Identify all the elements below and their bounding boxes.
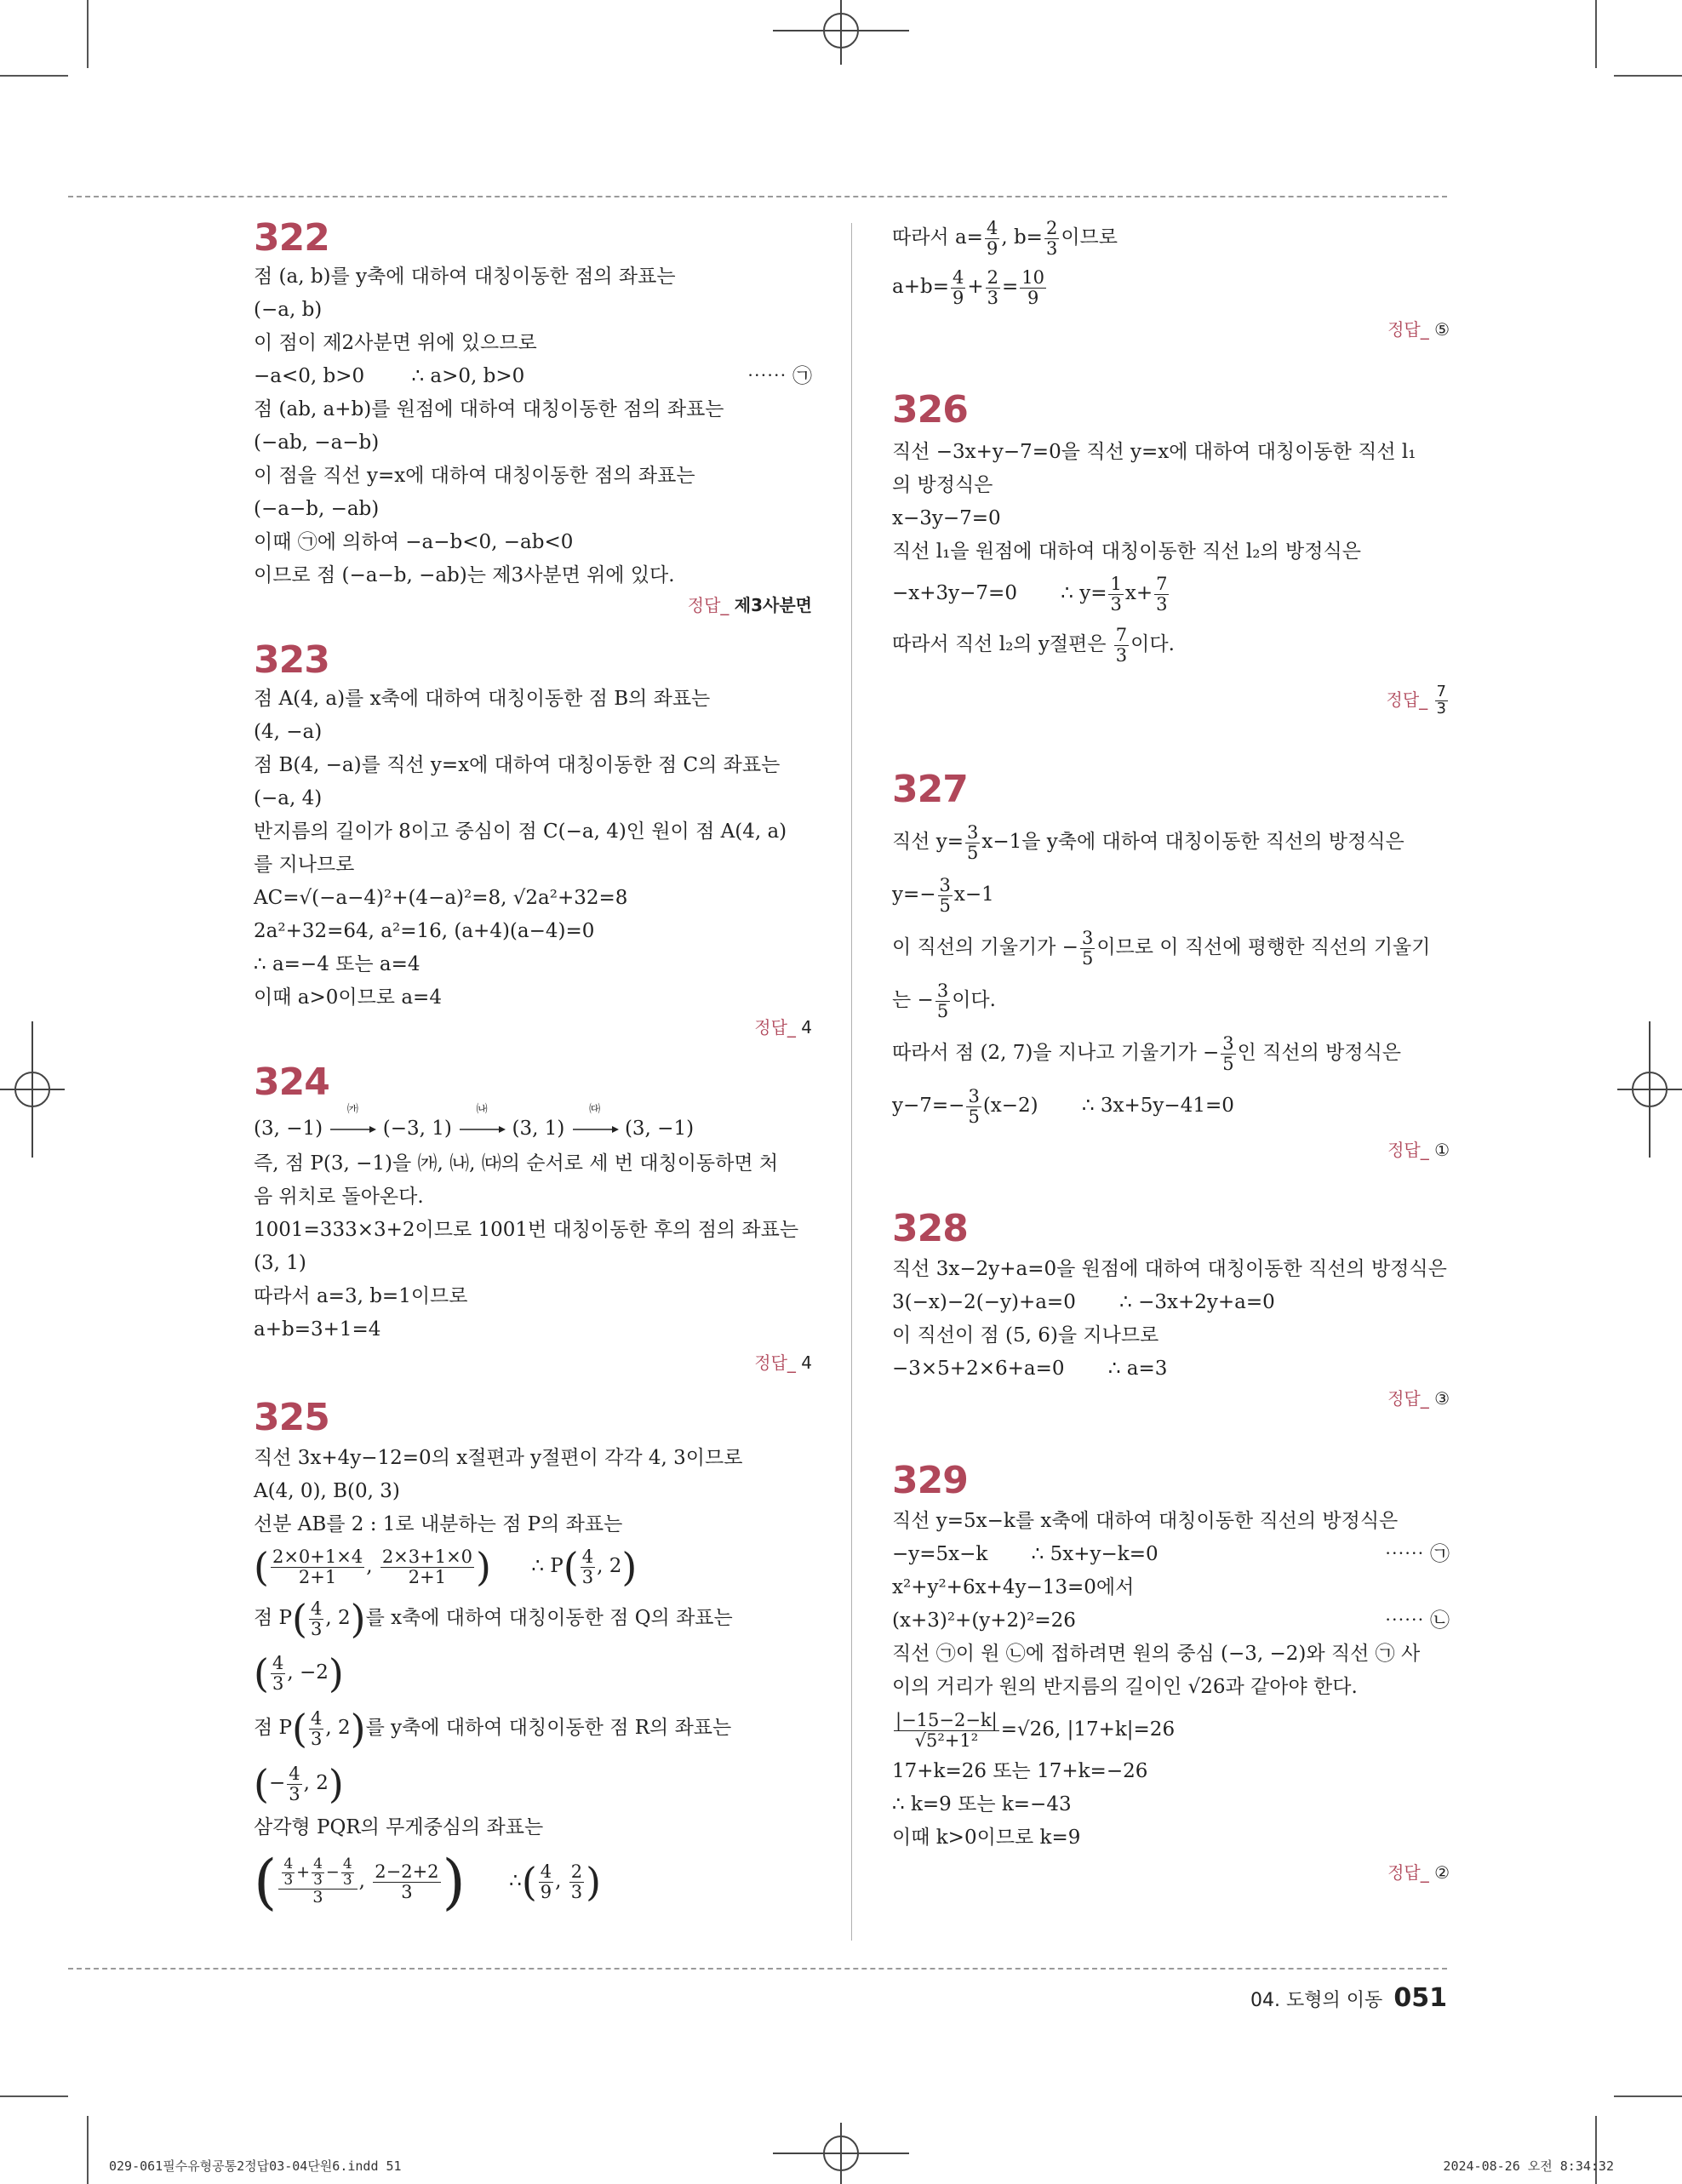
solution-line: 점 (ab, a+b)를 원점에 대하여 대칭이동한 점의 좌표는 <box>254 398 724 420</box>
solution-line: 직선 3x−2y+a=0을 원점에 대하여 대칭이동한 직선의 방정식은 <box>892 1258 1447 1280</box>
frac-top: 4 <box>272 1653 284 1674</box>
formula-line <box>892 1704 1450 1755</box>
arrow-label: ㈐ <box>589 1103 601 1116</box>
text: 3(−x)−2(−y)+a=0 <box>892 1291 1076 1313</box>
solution-line: 직선 ㉠이 원 ㉡에 접하려면 원의 중심 (−3, −2)와 직선 ㉠ 사 <box>892 1643 1421 1665</box>
solution-line: x²+y²+6x+4y−13=0에서 <box>892 1576 1135 1598</box>
therefore: ∴ a=3 <box>1107 1358 1168 1380</box>
formula-line <box>892 974 1450 1026</box>
frac-bottom: 9 <box>986 237 998 259</box>
solution-line: 2a²+32=64, a²=16, (a+4)(a−4)=0 <box>254 920 595 942</box>
column-separator <box>851 223 852 1941</box>
frac-top: 3 <box>936 981 949 1002</box>
solution-line: 직선 3x+4y−12=0의 x절편과 y절편이 각각 4, 3이므로 <box>254 1447 743 1469</box>
text: 따라서 직선 l₂의 y절편은 <box>892 633 1107 655</box>
solution-line: 직선 l₁을 원점에 대하여 대칭이동한 직선 l₂의 방정식은 <box>892 540 1361 563</box>
frac-bottom: 5 <box>967 842 979 863</box>
text: −3×5+2×6+a=0 <box>892 1358 1065 1380</box>
arrow-3 <box>571 1103 619 1147</box>
coord: 2 <box>337 1607 351 1629</box>
text: 따라서 점 (2, 7)을 지나고 기울기가 − <box>892 1042 1220 1064</box>
solution-line: ∴ a=−4 또는 a=4 <box>254 953 420 975</box>
frac-top: 2 <box>570 1861 583 1883</box>
solution-line: 이므로 점 (−a−b, −ab)는 제3사분면 위에 있다. <box>254 564 675 586</box>
left-column <box>254 213 812 1918</box>
frac-bottom: 5 <box>1081 947 1094 969</box>
therefore: ∴ −3x+2y+a=0 <box>1119 1291 1275 1313</box>
problem-number: 324 <box>254 1061 329 1104</box>
solution-line <box>892 1286 1450 1319</box>
text: x+ <box>1124 582 1153 604</box>
text: (x+3)²+(y+2)²=26 <box>892 1609 1076 1632</box>
frac-bottom: 3 <box>272 1672 284 1694</box>
timestamp-slug: 2024-08-26 오전 8:34:32 <box>1443 2158 1614 2174</box>
sign: − <box>268 1772 286 1794</box>
coord: 2 <box>337 1717 351 1739</box>
coord: 2 <box>316 1772 329 1794</box>
formula-line: ( $\frac{2\times 0+1\times 4}{2+1}$ , $\frac{2\times 3+1\times 0}{2+1}$ ) ∴ P( $\frac{4}{3}$ , 2) <box>254 1544 638 1590</box>
chapter-title: 04. 도형의 이동 <box>1250 1990 1383 2011</box>
crop-mark <box>1614 75 1682 77</box>
frac-top: 3 <box>939 875 951 896</box>
text: , b= <box>1001 226 1043 249</box>
solution-line: (3, 1) <box>254 1252 306 1274</box>
answer-value: ② <box>1434 1862 1450 1883</box>
registration-mark-left <box>0 1021 68 1158</box>
frac-bottom: 5 <box>936 1000 949 1021</box>
crop-mark <box>87 2116 89 2184</box>
frac-top: 3 <box>968 1086 980 1107</box>
problem-323 <box>254 638 812 1040</box>
therefore: ∴ y= <box>1061 582 1107 604</box>
formula-line <box>892 618 1450 671</box>
frac-top: 4 <box>581 1547 594 1568</box>
solution-line: (−a, 4) <box>254 787 323 809</box>
page-footer <box>1250 1983 1447 2013</box>
frac-bottom: 5 <box>968 1106 980 1127</box>
frac-bottom: 3 <box>1115 644 1128 666</box>
therefore: ∴ 3x+5y−41=0 <box>1081 1095 1234 1117</box>
frac-bottom: 3 <box>1110 593 1122 615</box>
file-slug: 029-061필수유형공통2정답03-04단원6.indd 51 <box>109 2158 402 2174</box>
problem-number: 322 <box>254 216 329 260</box>
frac-top: 4 <box>986 218 998 239</box>
solution-line: 반지름의 길이가 8이고 중심이 점 C(−a, 4)인 원이 점 A(4, a) <box>254 820 787 843</box>
point: (3, 1) <box>512 1118 565 1140</box>
solution-line <box>892 1538 1450 1571</box>
answer-badge <box>892 1137 1450 1163</box>
answer-label: 정답_ <box>687 595 729 615</box>
frac-top: 4 <box>310 1598 323 1620</box>
solution-line: a+b=3+1=4 <box>254 1318 381 1341</box>
formula-line <box>892 868 1450 921</box>
solution-line: 직선 y=5x−k를 x축에 대하여 대칭이동한 직선의 방정식은 <box>892 1510 1399 1532</box>
frac-top: 2×0+1×4 <box>272 1547 363 1568</box>
therefore: ∴ 5x+y−k=0 <box>1031 1543 1159 1565</box>
crop-mark <box>87 0 89 68</box>
solution-line: 1001=333×3+2이므로 1001번 대칭이동한 후의 점의 좌표는 <box>254 1219 799 1241</box>
formula-line <box>892 1026 1450 1079</box>
registration-mark-right <box>1614 1021 1682 1158</box>
solution-line: 점 B(4, −a)를 직선 y=x에 대하여 대칭이동한 점 C의 좌표는 <box>254 754 781 776</box>
frac-top: 10 <box>1021 267 1045 289</box>
answer-value: ③ <box>1434 1388 1450 1409</box>
solution-line: 이때 a>0이므로 a=4 <box>254 986 442 1009</box>
answer-badge <box>254 592 812 618</box>
top-dashed-rule <box>68 196 1447 197</box>
formula-line <box>892 569 1450 618</box>
problem-328 <box>892 1207 1450 1411</box>
frac-bottom: 3 <box>312 1887 323 1907</box>
formula-line: ( $\frac{4}{3}$ , −2) <box>254 1650 344 1696</box>
answer-value: 4 <box>801 1352 812 1373</box>
answer-value: ⑤ <box>1434 319 1450 340</box>
text: 이다. <box>1130 633 1175 655</box>
solution-line <box>892 1352 1450 1386</box>
registration-mark-top <box>773 0 909 68</box>
solution-line: 이때 ㉠에 의하여 −a−b<0, −ab<0 <box>254 531 574 553</box>
point: (3, −1) <box>254 1118 323 1140</box>
formula-line <box>892 921 1450 974</box>
solution-line: 를 지나므로 <box>254 854 355 876</box>
problem-number: 329 <box>892 1459 968 1502</box>
frac-top: 7 <box>1156 574 1168 595</box>
text: −y=5x−k <box>892 1543 988 1565</box>
text: 따라서 a= <box>892 226 983 249</box>
problem-number: 328 <box>892 1207 968 1250</box>
text: x−1 <box>953 883 994 906</box>
answer-badge <box>892 1386 1450 1411</box>
answer-label: 정답_ <box>754 1352 796 1373</box>
frac-bottom: 9 <box>540 1881 552 1902</box>
frac-top: 2 <box>1045 218 1058 239</box>
formula-line <box>892 1079 1450 1132</box>
crop-mark <box>1614 2095 1682 2097</box>
frac-top: 2−2+2 <box>375 1861 439 1883</box>
point-label: 점 P <box>254 1607 293 1629</box>
answer-badge <box>254 1015 812 1040</box>
answer-badge <box>254 1350 812 1375</box>
solution-line: 17+k=26 또는 17+k=−26 <box>892 1760 1148 1782</box>
answer-value: ① <box>1434 1140 1450 1160</box>
solution-line: (−ab, −a−b) <box>254 432 380 454</box>
point-label: 점 P <box>254 1717 293 1739</box>
frac-bottom: √5²+1² <box>914 1729 979 1751</box>
formula-line: 점 P( $\frac{4}{3}$ , 2)를 x축에 대하여 대칭이동한 점 Q의 좌표는 <box>254 1596 733 1642</box>
solution-line: 음 위치로 돌아온다. <box>254 1186 424 1208</box>
problem-325-continued <box>892 213 1450 342</box>
text: 이므로 이 직선에 평행한 직선의 기울기 <box>1096 936 1431 958</box>
solution-line: 이 직선이 점 (5, 6)을 지나므로 <box>892 1324 1159 1346</box>
solution-line: 즉, 점 P(3, −1)을 ㈎, ㈏, ㈐의 순서로 세 번 대칭이동하면 처 <box>254 1152 779 1175</box>
frac-top: 2 <box>987 267 999 289</box>
solution-line: 이의 거리가 원의 반지름의 길이인 √26과 같아야 한다. <box>892 1676 1358 1698</box>
text: 인 직선의 방정식은 <box>1237 1042 1402 1064</box>
text: 를 y축에 대하여 대칭이동한 점 R의 좌표는 <box>365 1717 732 1739</box>
solution-line <box>892 1604 1450 1638</box>
coord: −2 <box>299 1661 329 1684</box>
solution-line: 점 A(4, a)를 x축에 대하여 대칭이동한 점 B의 좌표는 <box>254 688 711 710</box>
problem-325 <box>254 1396 812 1918</box>
solution-line: (4, −a) <box>254 721 323 743</box>
frac-bottom: 9 <box>1027 287 1039 308</box>
bottom-dashed-rule <box>68 1968 1447 1970</box>
text: 이므로 <box>1061 226 1118 249</box>
frac-top: 3 <box>1081 928 1094 949</box>
frac-top: |−15−2−k| <box>895 1710 998 1731</box>
frac-bottom: 5 <box>1222 1053 1234 1074</box>
arrow-label: ㈎ <box>346 1103 358 1116</box>
solution-line <box>254 360 812 393</box>
frac-bottom: 3 <box>289 1783 300 1804</box>
inequality: −a<0, b>0 <box>254 365 365 387</box>
point: (3, −1) <box>624 1118 695 1140</box>
text: 이다. <box>952 989 996 1011</box>
text: −x+3y−7=0 <box>892 582 1017 604</box>
crop-mark <box>1595 0 1597 68</box>
answer-value: 제3사분면 <box>734 595 812 615</box>
text: 는 − <box>892 989 934 1011</box>
problem-327 <box>892 768 1450 1163</box>
solution-line: 점 (a, b)를 y축에 대하여 대칭이동한 점의 좌표는 <box>254 266 676 288</box>
frac-bottom: 3 <box>1436 700 1446 718</box>
frac-top: 7 <box>1115 625 1128 646</box>
text: x−1을 y축에 대하여 대칭이동한 직선의 방정식은 <box>981 831 1405 853</box>
frac-top: 3 <box>967 822 979 843</box>
problem-322 <box>254 216 812 618</box>
formula-line <box>892 815 1450 868</box>
text: 를 x축에 대하여 대칭이동한 점 Q의 좌표는 <box>365 1607 733 1629</box>
answer-value: 4 <box>801 1017 812 1038</box>
page-number: 051 <box>1393 1983 1447 2013</box>
coord: 2 <box>609 1555 622 1577</box>
frac-top: 3 <box>1222 1033 1234 1055</box>
answer-label: 정답_ <box>1387 319 1429 340</box>
registration-mark-bottom <box>773 2119 909 2184</box>
solution-line: 직선 −3x+y−7=0을 직선 y=x에 대하여 대칭이동한 직선 l₁ <box>892 441 1416 463</box>
frac-top: 1 <box>1110 574 1122 595</box>
arrow-label: ㈏ <box>476 1103 488 1116</box>
text: a+b= <box>892 276 949 298</box>
solution-line: 삼각형 PQR의 무게중심의 좌표는 <box>254 1816 544 1838</box>
answer-label: 정답_ <box>754 1017 796 1038</box>
crop-mark <box>0 2095 68 2097</box>
equation-tag: ⋯⋯ ㉡ <box>1384 1609 1450 1632</box>
formula-line: ( $\frac{4}{3}$ + $\frac{4}{3}$ − $\frac{4}{3}$ 3 , $\frac{2-2+2}{3}$ ) ∴( $\frac{4}{9}$ , $\frac{2}{3}$ ) <box>254 1847 602 1917</box>
formula-line <box>892 213 1450 262</box>
solution-line: 선분 AB를 2 : 1로 내분하는 점 P의 좌표는 <box>254 1513 623 1535</box>
crop-mark <box>0 75 68 77</box>
right-column <box>892 213 1450 1885</box>
formula-line: a+b= $\frac{4}{9}$ + $\frac{2}{3}$ = $\frac{10}{9}$ <box>892 267 1045 308</box>
solution-line: AC=√(−a−4)²+(4−a)²=8, √2a²+32=8 <box>254 887 628 909</box>
solution-line: ∴ k=9 또는 k=−43 <box>892 1793 1072 1815</box>
equation-tag: ⋯⋯ ㉠ <box>747 365 812 387</box>
solution-line: A(4, 0), B(0, 3) <box>254 1480 400 1502</box>
frac-top: 4 <box>952 267 964 289</box>
solution-line: (−a−b, −ab) <box>254 498 380 520</box>
frac-bottom: 5 <box>939 895 951 916</box>
frac-top: 2×3+1×0 <box>381 1547 473 1568</box>
formula-line: (− $\frac{4}{3}$ , 2) <box>254 1761 344 1807</box>
frac-bottom: 3 <box>570 1881 583 1902</box>
text: 이 직선의 기울기가 − <box>892 936 1078 958</box>
solution-line: 이 점을 직선 y=x에 대하여 대칭이동한 점의 좌표는 <box>254 465 695 487</box>
problem-329 <box>892 1459 1450 1885</box>
solution-line: 의 방정식은 <box>892 474 993 496</box>
text: (x−2) <box>982 1095 1038 1117</box>
answer-badge <box>892 1860 1450 1885</box>
frac-top: 4 <box>540 1861 552 1883</box>
frac-bottom: 2+1 <box>298 1566 337 1587</box>
problem-326 <box>892 388 1450 720</box>
text: y−7=− <box>892 1095 965 1117</box>
solution-line: 따라서 a=3, b=1이므로 <box>254 1285 468 1307</box>
solution-line: (−a, b) <box>254 299 323 321</box>
solution-line: 이때 k>0이므로 k=9 <box>892 1827 1081 1849</box>
frac-bottom: 3 <box>401 1881 413 1902</box>
point: (−3, 1) <box>382 1118 452 1140</box>
arrow-1 <box>329 1103 376 1147</box>
answer-label: 정답_ <box>1387 1140 1429 1160</box>
answer-badge <box>892 317 1450 342</box>
therefore: ∴ a>0, b>0 <box>411 365 525 387</box>
solution-line: 이 점이 제2사분면 위에 있으므로 <box>254 332 537 354</box>
frac-bottom: 3 <box>310 1618 323 1639</box>
problem-324 <box>254 1061 812 1375</box>
text: 직선 y= <box>892 831 964 853</box>
answer-label: 정답_ <box>1387 1388 1429 1409</box>
frac-bottom: 3 <box>310 1728 323 1749</box>
transform-sequence <box>254 1103 812 1147</box>
frac-bottom: 3 <box>987 287 999 308</box>
frac-bottom: 2+1 <box>408 1566 447 1587</box>
arrow-2 <box>458 1103 506 1147</box>
answer-label: 정답_ <box>1386 689 1428 710</box>
problem-number: 327 <box>892 768 968 811</box>
frac-top: 4 <box>310 1708 323 1729</box>
problem-number: 326 <box>892 388 968 432</box>
frac-bottom: 9 <box>952 287 964 308</box>
problem-number: 325 <box>254 1396 329 1439</box>
problem-number: 323 <box>254 638 329 682</box>
frac-top: $\frac{4}{3}$ + $\frac{4}{3}$ − $\frac{4}{3}$ <box>278 1857 357 1890</box>
therefore: ∴ P <box>531 1555 564 1577</box>
therefore: ∴ <box>509 1870 522 1892</box>
frac-top: 4 <box>289 1764 300 1785</box>
equation-tag: ⋯⋯ ㉠ <box>1384 1543 1450 1565</box>
formula-line: 점 P( $\frac{4}{3}$ , 2)를 y축에 대하여 대칭이동한 점 R의 좌표는 <box>254 1706 732 1752</box>
text: y=− <box>892 883 936 906</box>
text: =√26, |17+k|=26 <box>1000 1718 1176 1741</box>
frac-bottom: 3 <box>1045 237 1058 259</box>
answer-badge <box>892 679 1450 720</box>
frac-bottom: 3 <box>581 1566 594 1587</box>
frac-bottom: 3 <box>1156 593 1168 615</box>
answer-label: 정답_ <box>1387 1862 1429 1883</box>
frac-top: 7 <box>1436 683 1446 701</box>
solution-line: x−3y−7=0 <box>892 507 1001 529</box>
